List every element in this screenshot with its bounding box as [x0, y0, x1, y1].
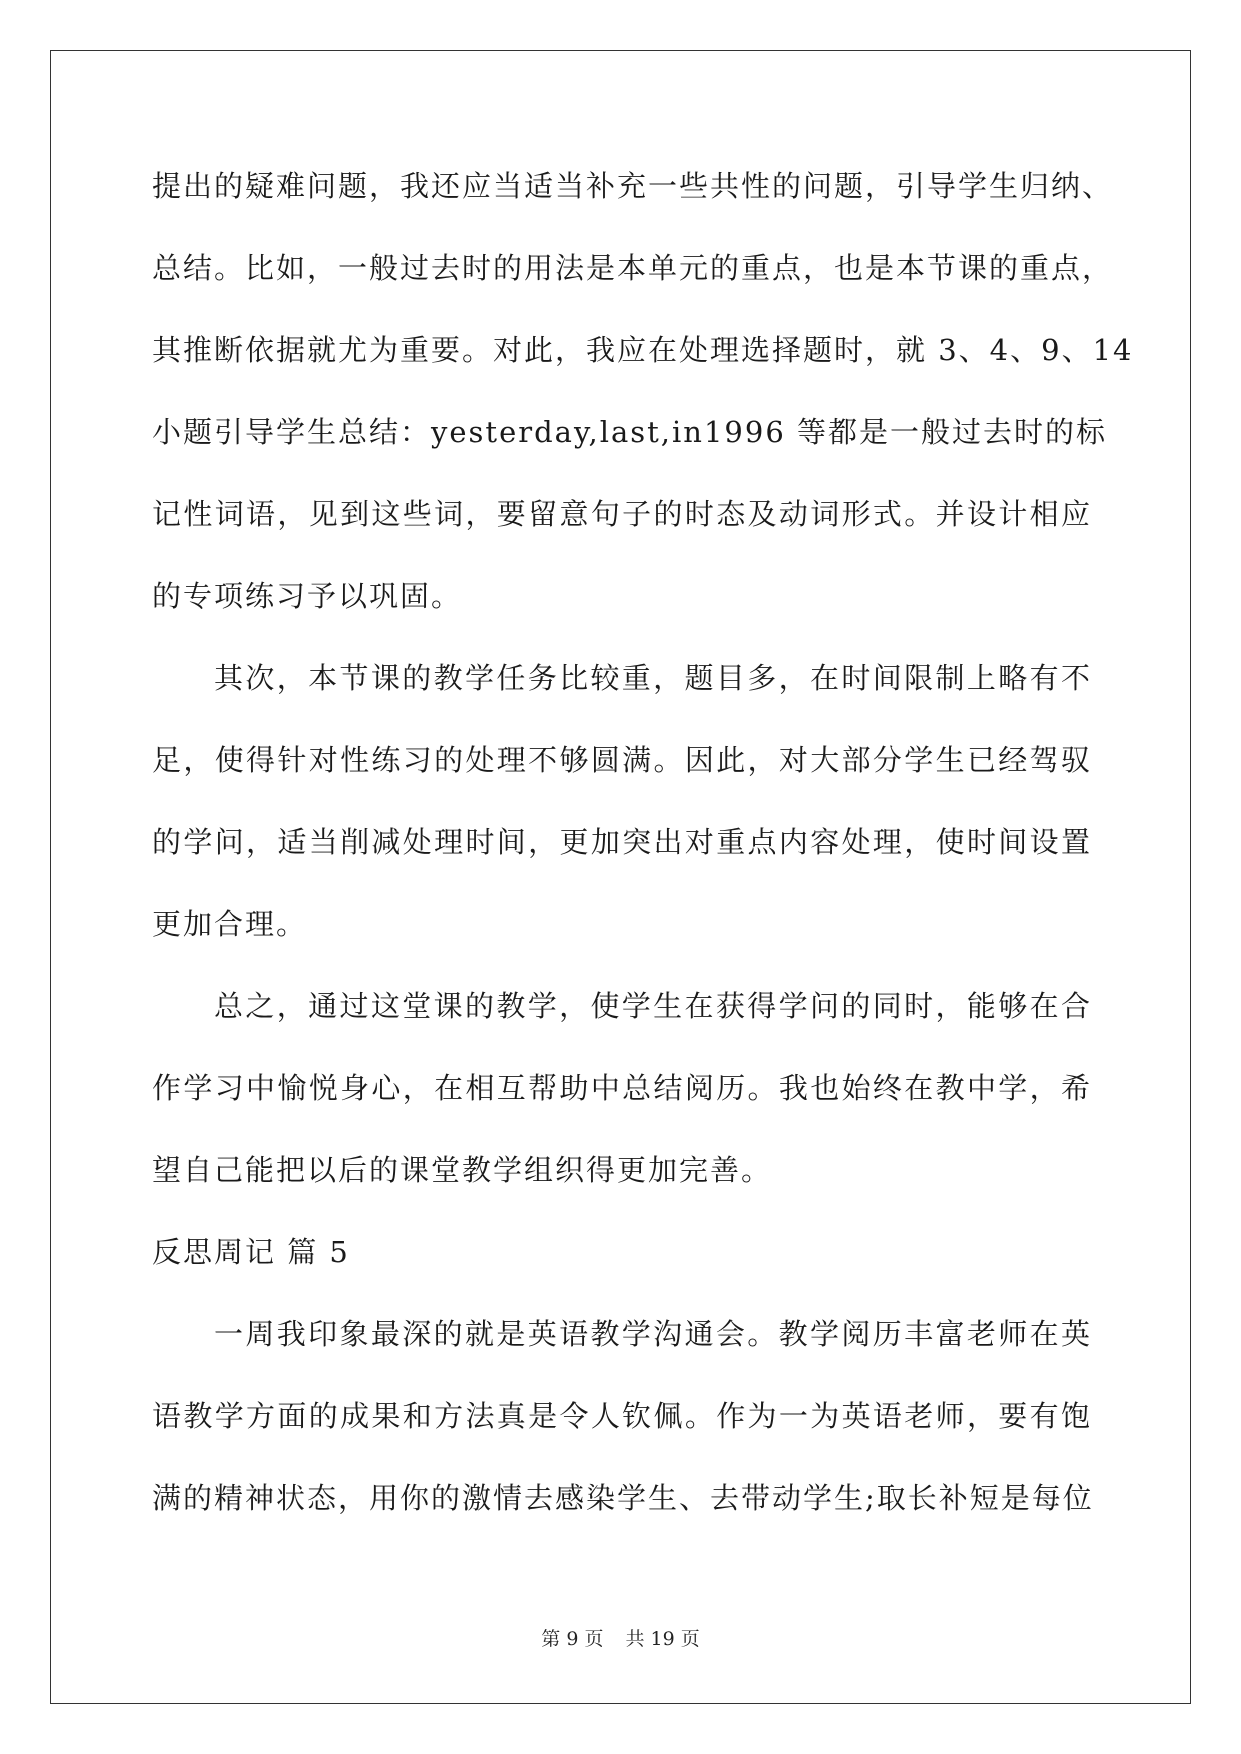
paragraph-line: 其次，本节课的教学任务比较重，题目多，在时间限制上略有不 — [214, 661, 1092, 695]
paragraph-line: 的学问，适当削减处理时间，更加突出对重点内容处理，使时间设置 — [152, 825, 1092, 859]
paragraph-line: 总结。比如，一般过去时的用法是本单元的重点，也是本节课的重点， — [152, 251, 1114, 285]
paragraph-line: 总之，通过这堂课的教学，使学生在获得学问的同时，能够在合 — [214, 989, 1092, 1023]
paragraph-line: 记性词语，见到这些词，要留意句子的时态及动词形式。并设计相应 — [152, 497, 1092, 531]
paragraph-line: 一周我印象最深的就是英语教学沟通会。教学阅历丰富老师在英 — [214, 1317, 1092, 1351]
section-heading: 反思周记 篇 5 — [152, 1235, 350, 1269]
paragraph-line: 小题引导学生总结：yesterday,last,in1996 等都是一般过去时的标 — [152, 415, 1108, 449]
page-number: 第 9 页 — [541, 1628, 604, 1650]
page-total: 共 19 页 — [625, 1628, 700, 1650]
paragraph-line: 的专项练习予以巩固。 — [152, 579, 463, 613]
paragraph-line: 语教学方面的成果和方法真是令人钦佩。作为一为英语老师，要有饱 — [152, 1399, 1092, 1433]
paragraph-line: 其推断依据就尤为重要。对此，我应在处理选择题时，就 3、4、9、14 — [152, 333, 1134, 367]
paragraph-line: 满的精神状态，用你的激情去感染学生、去带动学生;取长补短是每位 — [152, 1481, 1094, 1515]
paragraph-line: 提出的疑难问题，我还应当适当补充一些共性的问题，引导学生归纳、 — [152, 169, 1114, 203]
paragraph-line: 更加合理。 — [152, 907, 308, 941]
paragraph-line: 望自己能把以后的课堂教学组织得更加完善。 — [152, 1153, 773, 1187]
paragraph-line: 作学习中愉悦身心，在相互帮助中总结阅历。我也始终在教中学，希 — [152, 1071, 1092, 1105]
paragraph-line: 足，使得针对性练习的处理不够圆满。因此，对大部分学生已经驾驭 — [152, 743, 1092, 777]
page-footer — [0, 1624, 1241, 1651]
document-body — [152, 145, 1134, 1539]
